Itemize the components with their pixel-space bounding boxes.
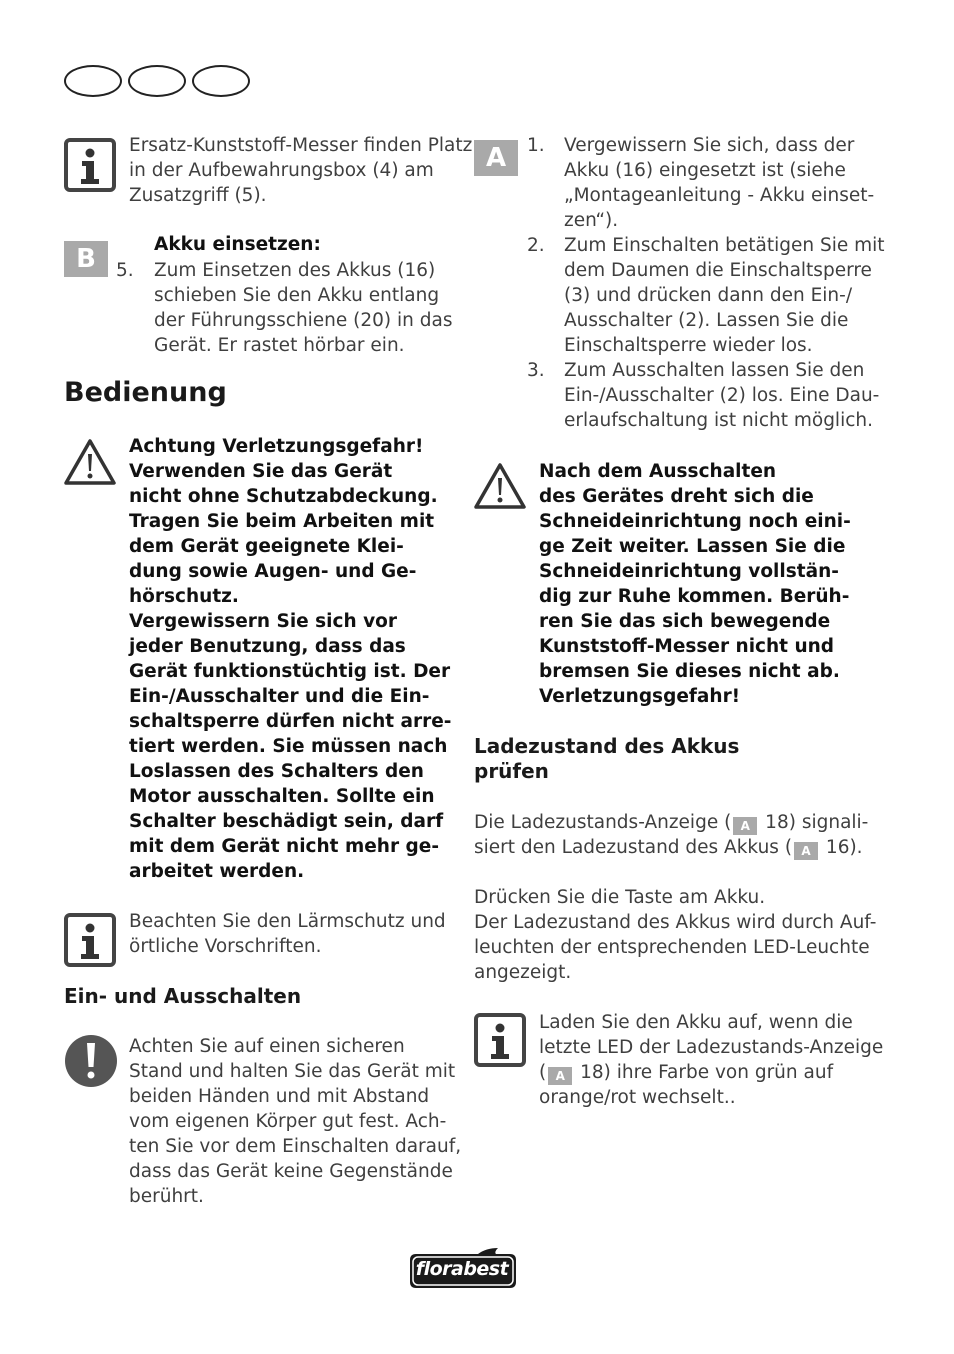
oval-2 [128, 65, 186, 97]
oval-1 [64, 65, 122, 97]
warning-icon [474, 462, 526, 510]
caution-text: Achten Sie auf einen sicheren Stand und halten Sie das Gerät mit beiden Händen und mit Abstand vom eigenen Körper gut fest. Ach- ten Sie vor dem Einschalten darauf, dass das Gerät keine Gegenstände berührt. [129, 1036, 462, 1207]
figure-ref-a: A [548, 1067, 572, 1085]
section-heading-ladezustand: Ladezustand des Akkus prüfen [474, 734, 740, 783]
info-icon [474, 1013, 526, 1067]
taste-paragraph: Drücken Sie die Taste am Akku. Der Ladezustand des Akkus wird durch Auf- leuchten der entsprechenden LED-Leuchte angezeigt. [474, 887, 877, 983]
ladezustand-paragraph: Die Ladezustands-Anzeige ( A 18) signali- siert den Ladezustand des Akkus ( A 16). [474, 812, 869, 858]
section-heading-ein-ausschalten: Ein- und Ausschalten [64, 984, 302, 1008]
oval-3 [192, 65, 250, 97]
caution-icon [64, 1034, 118, 1088]
info-icon [64, 913, 116, 967]
step-item: 2. Zum Einschalten betätigen Sie mit dem Daumen die Einschaltsperre (3) und drücken dann den Ein-/ Ausschalter (2). Lassen Sie die Einschaltsperre wieder los. [527, 235, 885, 356]
brand-logo [406, 1246, 518, 1290]
figure-ref-a: A [794, 842, 818, 860]
safety-warning: Achtung Verletzungsgefahr! Verwenden Sie das Gerät nicht ohne Schutzabdeckung. Tragen Sie beim Arbeiten mit dem Gerät geeignete Klei- dung sowie Augen- und Ge- hörschutz. Vergewissern Sie sich vor jeder Benutzung, dass das Gerät funktionstüchtig ist. Der Ein-/Ausschalter und die Ein- schaltsperre dürfen nicht arre- tiert werden. Sie müssen nach Loslassen des Schalters den Motor ausschalten. Sollte ein Schalter beschädigt sein, darf mit dem Gerät nicht mehr ge- arbeitet werden. [129, 436, 452, 882]
info-icon [64, 138, 116, 192]
akku-heading: Akku einsetzen: [154, 234, 321, 255]
info-text-spare-blades: Ersatz-Kunststoff-Messer finden Platz in der Aufbewahrungsbox (4) am Zusatzgriff (5). [129, 135, 473, 206]
akku-step: 5. Zum Einsetzen des Akkus (16) schieben Sie den Akku entlang der Führungsschiene (20) in das Gerät. Er rastet hörbar ein. [116, 260, 453, 356]
step-item: 1. Vergewissern Sie sich, dass der Akku (16) eingesetzt ist (siehe „Montageanleitung - Akku einset- zen“). [527, 135, 875, 231]
section-heading-bedienung: Bedienung [64, 377, 227, 408]
info-text-noise: Beachten Sie den Lärmschutz und örtliche Vorschriften. [129, 911, 446, 957]
step-list [527, 133, 885, 433]
warning-icon [64, 438, 116, 486]
info-text-charge: Laden Sie den Akku auf, wenn die letzte LED der Ladezustands-Anzeige ( A 18) ihre Farbe von grün auf orange/rot wechselt.. [539, 1012, 884, 1108]
step-item: 3. Zum Ausschalten lassen Sie den Ein-/Ausschalter (2) los. Eine Dau- erlaufschaltung ist nicht möglich. [527, 360, 880, 431]
rotation-warning: Nach dem Ausschalten des Gerätes dreht sich die Schneideinrichtung noch eini- ge Zeit weiter. Lassen Sie die Schneideinrichtung vollstän- dig zur Ruhe kommen. Berüh- ren Sie das sich bewegende Kunststoff-Messer nicht und bremsen Sie dieses nicht ab. Verletzungsgefahr! [539, 461, 851, 707]
logo-text: florabest [415, 1258, 509, 1280]
figure-badge-b: B [64, 241, 108, 277]
figure-badge-a: A [474, 140, 518, 176]
figure-ref-a: A [733, 817, 757, 835]
language-ovals [64, 65, 254, 99]
